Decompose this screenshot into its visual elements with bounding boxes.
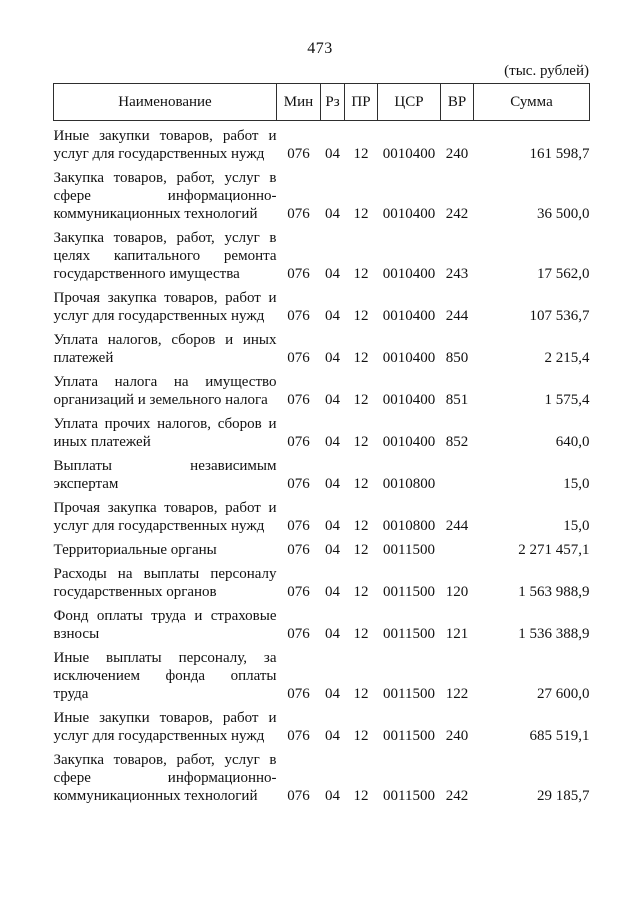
cell-name: Иные закупки товаров, работ и услуг для государственных нужд <box>53 128 277 162</box>
cell-vr: 852 <box>445 434 469 450</box>
cell-rz: 04 <box>325 206 340 222</box>
cell-sum: 36 500,0 <box>537 206 590 222</box>
table-row <box>54 745 590 805</box>
cell-rz: 04 <box>325 308 340 324</box>
cell-min: 076 <box>287 434 310 450</box>
cell-pr: 12 <box>353 308 369 324</box>
cell-pr: 12 <box>353 518 369 534</box>
cell-pr: 12 <box>353 584 369 600</box>
cell-vr: 242 <box>445 788 469 804</box>
header-cell-sum: Сумма <box>474 84 590 121</box>
table-row <box>54 535 590 559</box>
cell-vr: 850 <box>445 350 469 366</box>
cell-sum: 27 600,0 <box>537 686 590 702</box>
cell-min: 076 <box>287 476 310 492</box>
cell-min: 076 <box>287 308 310 324</box>
cell-pr: 12 <box>353 626 369 642</box>
cell-rz: 04 <box>325 584 340 600</box>
cell-csr: 0011500 <box>383 686 435 702</box>
header-cell-pr: ПР <box>345 84 378 121</box>
cell-name: Расходы на выплаты персоналу государственных органов <box>53 566 277 600</box>
cell-rz: 04 <box>325 146 340 162</box>
cell-pr: 12 <box>353 542 369 558</box>
cell-min: 076 <box>287 584 310 600</box>
cell-csr: 0010800 <box>382 518 436 534</box>
cell-name: Фонд оплаты труда и страховые взносы <box>53 608 277 642</box>
table-row <box>54 283 590 325</box>
table-row <box>54 223 590 283</box>
cell-vr: 121 <box>445 626 469 642</box>
table-row <box>54 643 590 703</box>
table-row <box>54 493 590 535</box>
cell-csr: 0011500 <box>383 728 435 744</box>
table-row <box>54 409 590 451</box>
cell-csr: 0010400 <box>382 266 436 282</box>
cell-sum: 1 536 388,9 <box>518 626 590 642</box>
cell-csr: 0011500 <box>383 542 435 558</box>
cell-min: 076 <box>287 686 310 702</box>
cell-sum: 15,0 <box>563 518 590 534</box>
table-row <box>54 451 590 493</box>
cell-csr: 0011500 <box>383 788 435 804</box>
cell-sum: 2 215,4 <box>544 350 590 366</box>
cell-name: Иные закупки товаров, работ и услуг для государственных нужд <box>53 710 277 744</box>
cell-name: Территориальные органы <box>53 542 217 558</box>
cell-pr: 12 <box>353 476 369 492</box>
cell-min: 076 <box>287 266 310 282</box>
cell-min: 076 <box>287 206 310 222</box>
cell-sum: 1 563 988,9 <box>518 584 590 600</box>
cell-name: Закупка товаров, работ, услуг в сфере информационно- коммуникационных технологий <box>53 752 277 804</box>
cell-sum: 17 562,0 <box>537 266 590 282</box>
table-row <box>54 163 590 223</box>
cell-rz: 04 <box>325 626 340 642</box>
cell-pr: 12 <box>353 392 369 408</box>
cell-name: Уплата прочих налогов, сборов и иных платежей <box>53 416 277 450</box>
cell-vr: 244 <box>445 308 469 324</box>
cell-csr: 0010400 <box>382 350 436 366</box>
cell-pr: 12 <box>353 266 369 282</box>
cell-min: 076 <box>287 518 310 534</box>
cell-sum: 2 271 457,1 <box>518 542 590 558</box>
table-row <box>54 703 590 745</box>
header-cell-rz: Рз <box>321 84 345 121</box>
cell-sum: 1 575,4 <box>544 392 590 408</box>
cell-name: Прочая закупка товаров, работ и услуг для государственных нужд <box>53 290 277 324</box>
cell-rz: 04 <box>325 434 340 450</box>
cell-csr: 0010400 <box>382 206 436 222</box>
cell-sum: 107 536,7 <box>529 308 590 324</box>
cell-vr: 240 <box>445 146 469 162</box>
cell-csr: 0010800 <box>382 476 436 492</box>
header-row <box>54 84 590 121</box>
cell-min: 076 <box>287 542 310 558</box>
cell-name: Прочая закупка товаров, работ и услуг для государственных нужд <box>53 500 277 534</box>
table-row <box>54 367 590 409</box>
cell-rz: 04 <box>325 542 340 558</box>
cell-csr: 0011500 <box>383 626 435 642</box>
cell-name: Иные выплаты персоналу, за исключением фонда оплаты труда <box>53 650 277 702</box>
cell-pr: 12 <box>353 350 369 366</box>
cell-vr: 851 <box>445 392 469 408</box>
cell-rz: 04 <box>325 266 340 282</box>
table-row <box>54 121 590 164</box>
cell-min: 076 <box>287 788 310 804</box>
cell-csr: 0010400 <box>382 434 436 450</box>
cell-csr: 0010400 <box>382 146 436 162</box>
header-cell-vr: ВР <box>441 84 474 121</box>
table-body <box>54 121 590 806</box>
header-cell-csr: ЦСР <box>378 84 441 121</box>
cell-rz: 04 <box>325 518 340 534</box>
cell-rz: 04 <box>325 728 340 744</box>
table-row <box>54 325 590 367</box>
header-cell-min: Мин <box>277 84 321 121</box>
cell-min: 076 <box>287 728 310 744</box>
cell-pr: 12 <box>353 146 369 162</box>
cell-csr: 0010400 <box>382 308 436 324</box>
cell-name: Уплата налога на имущество организаций и земельного налога <box>53 374 277 408</box>
page-number: 473 <box>307 40 333 57</box>
cell-min: 076 <box>287 146 310 162</box>
cell-csr: 0011500 <box>383 584 435 600</box>
cell-min: 076 <box>287 626 310 642</box>
cell-pr: 12 <box>353 206 369 222</box>
cell-name: Выплаты независимым экспертам <box>53 458 277 492</box>
cell-vr <box>441 451 474 493</box>
units-note: (тыс. рублей) <box>504 63 589 79</box>
cell-pr: 12 <box>353 728 369 744</box>
cell-rz: 04 <box>325 350 340 366</box>
cell-vr: 240 <box>445 728 469 744</box>
cell-sum: 15,0 <box>563 476 590 492</box>
budget-table <box>53 83 590 805</box>
cell-name: Закупка товаров, работ, услуг в сфере информационно- коммуникационных технологий <box>53 170 277 222</box>
cell-pr: 12 <box>353 686 369 702</box>
cell-rz: 04 <box>325 476 340 492</box>
table-row <box>54 559 590 601</box>
cell-min: 076 <box>287 350 310 366</box>
table-row <box>54 601 590 643</box>
header-cell-name: Наименование <box>54 84 277 121</box>
cell-rz: 04 <box>325 788 340 804</box>
cell-pr: 12 <box>353 434 369 450</box>
cell-vr: 122 <box>445 686 469 702</box>
cell-pr: 12 <box>353 788 369 804</box>
cell-sum: 640,0 <box>555 434 590 450</box>
cell-vr: 243 <box>445 266 469 282</box>
cell-min: 076 <box>287 392 310 408</box>
cell-vr <box>441 535 474 559</box>
cell-vr: 120 <box>445 584 469 600</box>
cell-name: Уплата налогов, сборов и иных платежей <box>53 332 277 366</box>
cell-vr: 244 <box>445 518 469 534</box>
cell-rz: 04 <box>325 392 340 408</box>
cell-sum: 29 185,7 <box>537 788 590 804</box>
cell-rz: 04 <box>325 686 340 702</box>
cell-vr: 242 <box>445 206 469 222</box>
cell-name: Закупка товаров, работ, услуг в целях капитального ремонта государственного имущества <box>53 230 277 282</box>
cell-csr: 0010400 <box>382 392 436 408</box>
cell-sum: 685 519,1 <box>529 728 590 744</box>
cell-sum: 161 598,7 <box>529 146 590 162</box>
